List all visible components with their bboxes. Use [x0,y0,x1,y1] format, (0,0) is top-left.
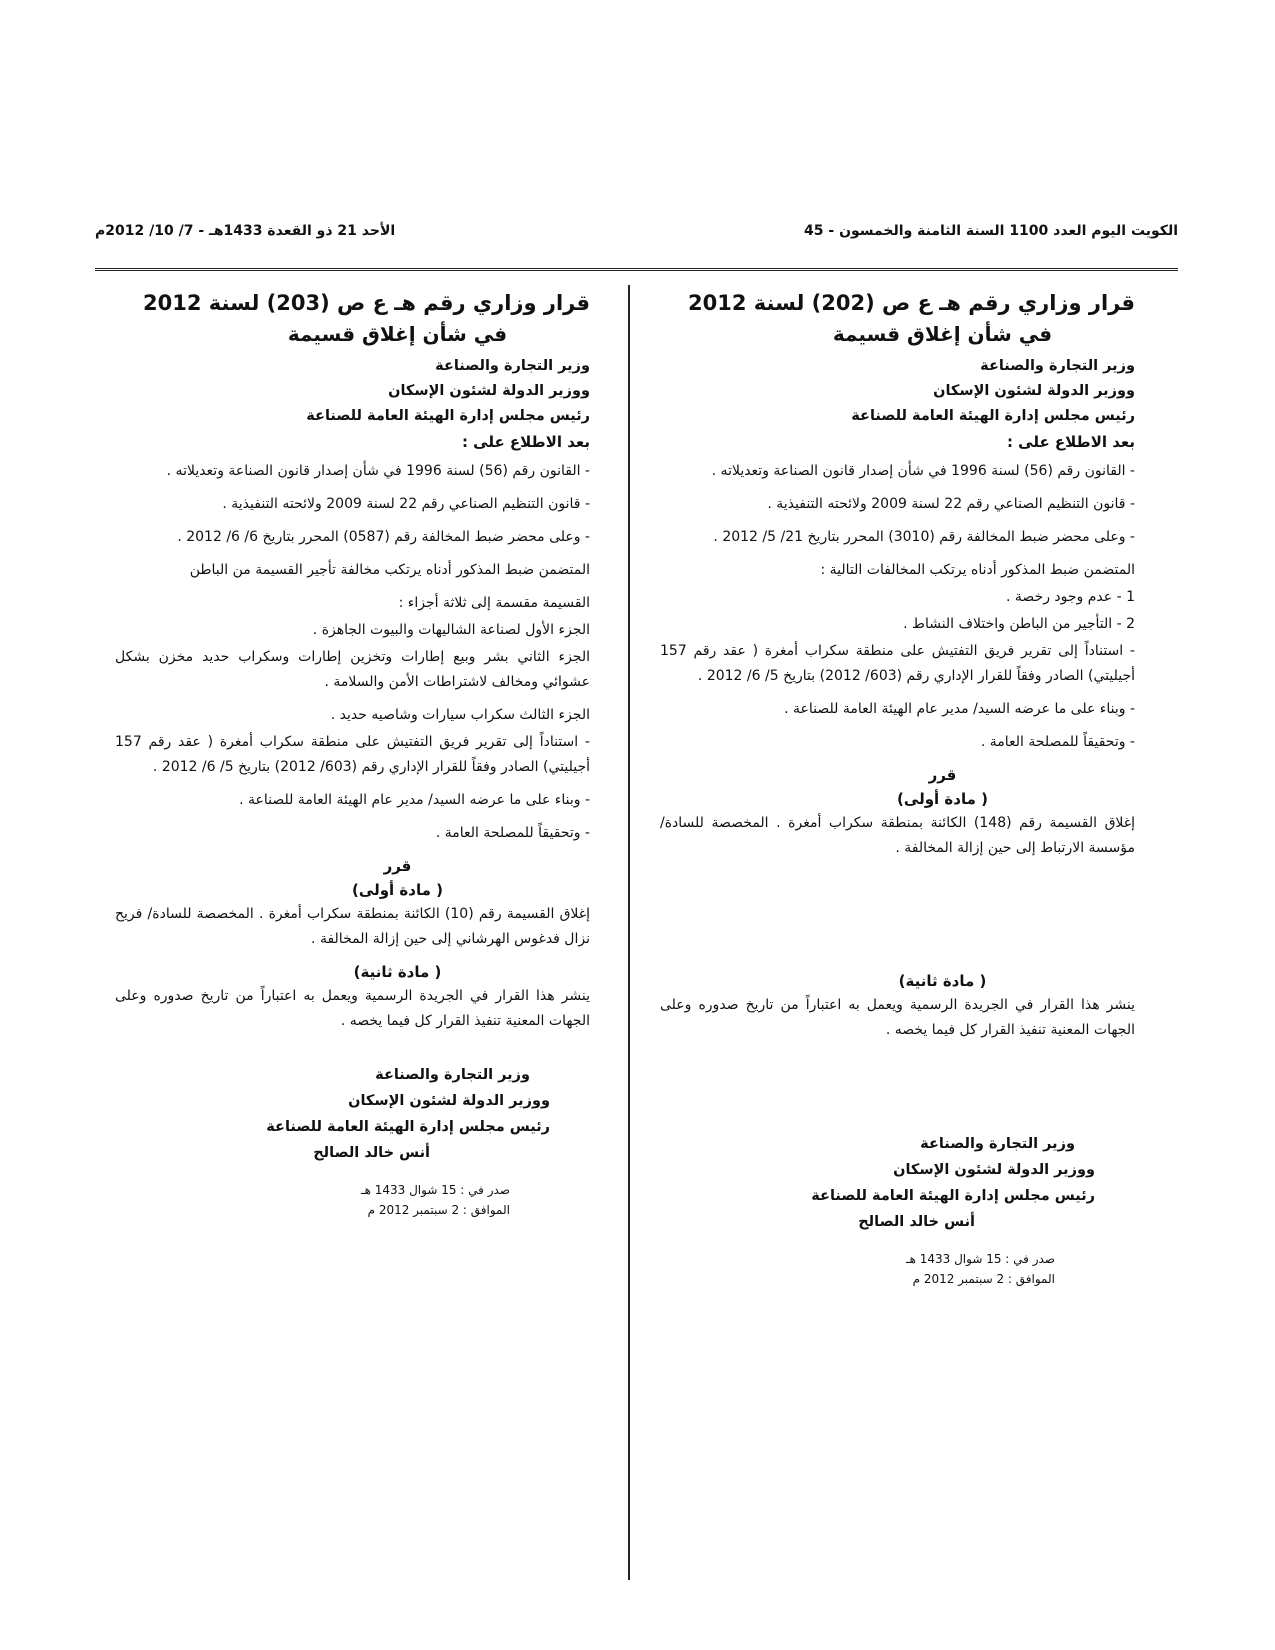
preamble-paragraph: الجزء الثاني بشر وبيع إطارات وتخزين إطارات وسكراب حديد مخزن بشكل عشوائي ومخالف لاشتراطات الأمن والسلامة . [115,649,590,690]
decision-subtitle: في شأن إغلاق قسيمة [832,322,1053,346]
article-1-heading: ( مادة أولى) [897,790,988,808]
signature-line: وزير التجارة والصناعة [375,1067,530,1083]
gazette-date: الأحد 21 ذو القعدة 1433هـ - 7/ 10/ 2012م [95,223,396,239]
preamble-paragraph: - قانون التنظيم الصناعي رقم 22 لسنة 2009 ولائحته التنفيذية . [222,496,590,512]
column-divider [628,285,630,1580]
decided-heading: قرر [383,857,412,875]
after-review-heading: بعد الاطلاع على : [1006,433,1135,451]
after-review-heading: بعد الاطلاع على : [461,433,590,451]
article-2-text: ينشر هذا القرار في الجريدة الرسمية ويعمل به اعتباراً من تاريخ صدوره وعلى الجهات المعنية تنفيذ القرار كل فيما يخصه . [115,988,590,1029]
preamble-paragraph: - استناداً إلى تقرير فريق التفتيش على منطقة سكراب أمغرة ( عقد رقم 157 أجيليتي) الصادر وفقاً للقرار الإداري رقم (603/ 2012) بتاريخ 5/ 6/ 2012 . [660,643,1135,684]
authority-line: وزير التجارة والصناعة [435,358,590,374]
preamble-paragraph: المتضمن ضبط المذكور أدناه يرتكب مخالفة تأجير القسيمة من الباطن [189,562,590,578]
issued-date: صدر في : 15 شوال 1433 هـ [361,1183,510,1197]
preamble-paragraph: - القانون رقم (56) لسنة 1996 في شأن إصدار قانون الصناعة وتعديلاته . [711,463,1135,479]
header-rule [95,268,1178,271]
authority-line: وزير التجارة والصناعة [980,358,1135,374]
decided-heading: قرر [928,766,957,784]
preamble-paragraph: - وتحقيقاً للمصلحة العامة . [435,825,590,841]
signature-block [660,1131,1135,1235]
preamble-paragraph: المتضمن ضبط المذكور أدناه يرتكب المخالفات التالية : [820,562,1135,578]
preamble-paragraph: - وبناء على ما عرضه السيد/ مدير عام الهيئة العامة للصناعة . [784,701,1135,717]
authority-line: ووزير الدولة لشئون الإسكان [388,383,590,399]
preamble-paragraph: - استناداً إلى تقرير فريق التفتيش على منطقة سكراب أمغرة ( عقد رقم 157 أجيليتي) الصادر وفقاً للقرار الإداري رقم (603/ 2012) بتاريخ 5/ 6/ 2012 . [115,734,590,775]
signature-line: ووزير الدولة لشئون الإسكان [893,1162,1095,1178]
decision-202 [660,288,1135,1289]
preamble-paragraph: القسيمة مقسمة إلى ثلاثة أجزاء : [398,595,590,611]
corresponding-date: الموافق : 2 سبتمبر 2012 م [367,1203,510,1217]
signature-line: رئيس مجلس إدارة الهيئة العامة للصناعة [811,1188,1095,1204]
issue-dates [115,1180,590,1220]
signatory-name: أنس خالد الصالح [858,1214,975,1230]
decision-subtitle: في شأن إغلاق قسيمة [287,322,508,346]
article-2-heading: ( مادة ثانية) [353,963,442,981]
preamble-paragraph: - وبناء على ما عرضه السيد/ مدير عام الهيئة العامة للصناعة . [239,792,590,808]
preamble-paragraph: الجزء الأول لصناعة الشاليهات والبيوت الجاهزة . [312,622,590,638]
gazette-issue-info: الكويت اليوم العدد 1100 السنة الثامنة والخمسون - 45 [804,223,1178,239]
article-1-text: إغلاق القسيمة رقم (148) الكائنة بمنطقة سكراب أمغرة . المخصصة للسادة/ مؤسسة الارتباط إلى حين إزالة المخالفة . [660,815,1135,856]
authority-line: ووزير الدولة لشئون الإسكان [933,383,1135,399]
article-2-heading: ( مادة ثانية) [898,972,987,990]
decision-title: قرار وزاري رقم هـ ع ص (202) لسنة 2012 [688,291,1135,315]
decision-203 [115,288,590,1220]
signatory-name: أنس خالد الصالح [313,1145,430,1161]
signature-line: رئيس مجلس إدارة الهيئة العامة للصناعة [266,1119,550,1135]
article-2-text: ينشر هذا القرار في الجريدة الرسمية ويعمل به اعتباراً من تاريخ صدوره وعلى الجهات المعنية تنفيذ القرار كل فيما يخصه . [660,997,1135,1038]
page-header [95,223,1178,247]
preamble-paragraph: - القانون رقم (56) لسنة 1996 في شأن إصدار قانون الصناعة وتعديلاته . [166,463,590,479]
preamble-paragraph: - وتحقيقاً للمصلحة العامة . [980,734,1135,750]
signature-line: ووزير الدولة لشئون الإسكان [348,1093,550,1109]
corresponding-date: الموافق : 2 سبتمبر 2012 م [912,1272,1055,1286]
preamble-paragraph: الجزء الثالث سكراب سيارات وشاصيه حديد . [330,707,590,723]
preamble-paragraph: 1 - عدم وجود رخصة . [1006,589,1135,605]
signature-line: وزير التجارة والصناعة [920,1136,1075,1152]
preamble-paragraph: 2 - التأجير من الباطن واختلاف النشاط . [903,616,1135,632]
preamble-paragraph: - وعلى محضر ضبط المخالفة رقم (3010) المحرر بتاريخ 21/ 5/ 2012 . [713,529,1135,545]
issue-dates [660,1249,1135,1289]
preamble-paragraph: - قانون التنظيم الصناعي رقم 22 لسنة 2009 ولائحته التنفيذية . [767,496,1135,512]
signature-block [115,1062,590,1166]
decision-title: قرار وزاري رقم هـ ع ص (203) لسنة 2012 [143,291,590,315]
authority-line: رئيس مجلس إدارة الهيئة العامة للصناعة [851,408,1135,424]
authority-line: رئيس مجلس إدارة الهيئة العامة للصناعة [306,408,590,424]
article-1-text: إغلاق القسيمة رقم (10) الكائنة بمنطقة سكراب أمغرة . المخصصة للسادة/ فريح نزال فدغوس الهرشاني إلى حين إزالة المخالفة . [115,906,591,947]
issued-date: صدر في : 15 شوال 1433 هـ [906,1252,1055,1266]
article-1-heading: ( مادة أولى) [352,881,443,899]
preamble-paragraph: - وعلى محضر ضبط المخالفة رقم (0587) المحرر بتاريخ 6/ 6/ 2012 . [177,529,590,545]
